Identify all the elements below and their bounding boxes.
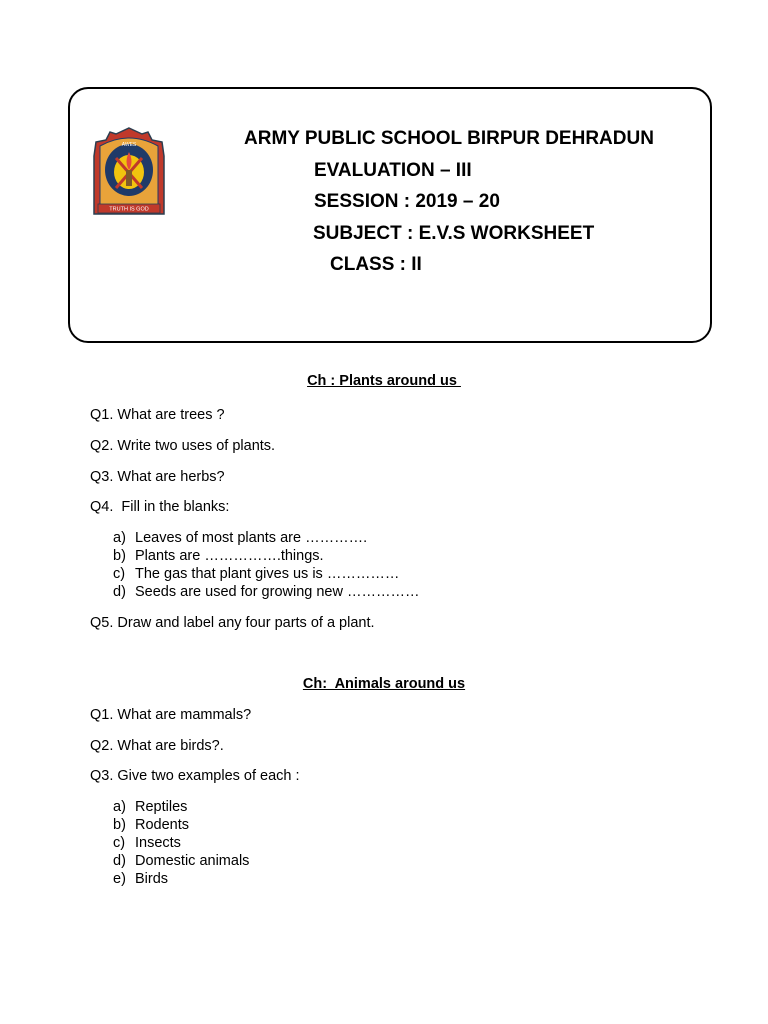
- list-marker: c): [113, 566, 126, 582]
- list-marker: b): [113, 548, 126, 564]
- list-item: [113, 565, 399, 583]
- plants-question-3: Q3. What are herbs?: [90, 469, 225, 485]
- school-crest-logo: [92, 126, 166, 218]
- list-item-text: Reptiles: [135, 799, 188, 815]
- header-box: [68, 87, 712, 343]
- list-marker: a): [113, 799, 126, 815]
- list-item-text: Leaves of most plants are ………….: [135, 530, 368, 546]
- list-item: [113, 583, 420, 601]
- subject-label: SUBJECT : E.V.S WORKSHEET: [313, 223, 595, 244]
- section-title-plants: Ch : Plants around us: [307, 373, 461, 389]
- list-item-text: Birds: [135, 871, 169, 887]
- plants-question-4: Q4. Fill in the blanks:: [90, 499, 230, 515]
- school-name: ARMY PUBLIC SCHOOL BIRPUR DEHRADUN: [244, 128, 654, 149]
- logo-motto: TRUTH IS GOD: [109, 206, 149, 213]
- list-item-text: Seeds are used for growing new ……………: [135, 584, 420, 600]
- plants-question-1: Q1. What are trees ?: [90, 407, 225, 423]
- list-item: [113, 870, 168, 888]
- list-marker: a): [113, 530, 126, 546]
- list-item-text: Plants are …………….things.: [135, 548, 324, 564]
- plants-question-5: Q5. Draw and label any four parts of a plant.: [90, 615, 375, 631]
- animals-question-3: Q3. Give two examples of each :: [90, 768, 300, 784]
- list-item: [113, 834, 181, 852]
- list-marker: b): [113, 817, 126, 833]
- list-item-text: Domestic animals: [135, 853, 250, 869]
- list-item-text: The gas that plant gives us is ……………: [135, 566, 400, 582]
- list-marker: d): [113, 853, 126, 869]
- list-marker: e): [113, 871, 126, 887]
- evaluation-label: EVALUATION – III: [314, 160, 472, 181]
- logo-abbrev: AWES: [121, 142, 137, 148]
- plants-question-2: Q2. Write two uses of plants.: [90, 438, 276, 454]
- animals-question-1: Q1. What are mammals?: [90, 707, 252, 723]
- list-marker: c): [113, 835, 126, 851]
- session-label: SESSION : 2019 – 20: [314, 191, 500, 212]
- list-item: [113, 547, 324, 565]
- list-item: [113, 529, 367, 547]
- list-item-text: Rodents: [135, 817, 190, 833]
- list-item-text: Insects: [135, 835, 181, 851]
- animals-question-2: Q2. What are birds?.: [90, 738, 224, 754]
- list-item: [113, 798, 187, 816]
- class-label: CLASS : II: [330, 254, 422, 275]
- section-title-animals: Ch: Animals around us: [302, 676, 466, 692]
- list-item: [113, 852, 249, 870]
- list-item: [113, 816, 189, 834]
- list-marker: d): [113, 584, 126, 600]
